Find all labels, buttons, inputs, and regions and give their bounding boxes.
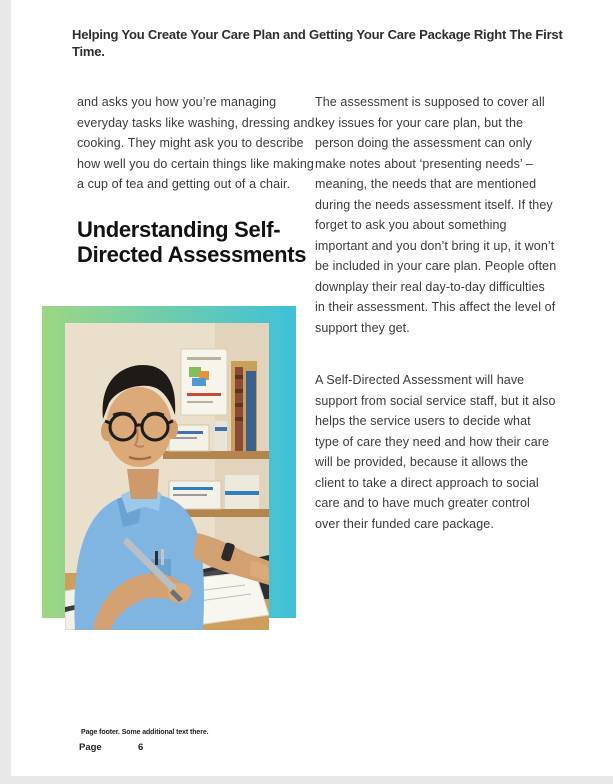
gradient-image-frame — [42, 306, 296, 618]
footer-page-label: Page — [79, 742, 102, 753]
document-page — [11, 0, 613, 776]
page-header-title: Helping You Create Your Care Plan and Getting Your Care Package Right The First Time. — [72, 27, 563, 59]
right-column-paragraph-1: The assessment is supposed to cover all key issues for your care plan, but the person doing the assessment can only make notes about ‘presenting needs’ – meaning, the needs that are mentioned during the needs assessment itself. If they forget to ask you about something important and you don’t bring it up, it won’t be included in your care plan. People often downplay their real day-to-day difficulties in their assessment. This affect the level of support they get. — [315, 95, 557, 335]
man-writing-at-desk-photo — [65, 323, 269, 630]
left-column — [77, 92, 319, 267]
footer-page-number: 6 — [138, 742, 144, 753]
footer-note: Page footer. Some additional text there. — [81, 729, 209, 736]
right-column-paragraph-2: A Self-Directed Assessment will have support from social service staff, but it also helps the service users to decide what type of care they need and how their care will be provided, because it allows the client to take a direct approach to social care and to have much greater control over their funded care package. — [315, 373, 556, 531]
section-heading: Understanding Self-Directed Assessments — [77, 216, 307, 267]
footer-page-row — [79, 742, 144, 753]
right-column — [315, 92, 557, 534]
man-writing-at-desk-illustration — [65, 323, 269, 630]
left-column-paragraph: and asks you how you’re managing everyday tasks like washing, dressing and cooking. They might ask you to describe how well you do certain things like making a cup of tea and getting out of a chair. — [77, 95, 315, 191]
